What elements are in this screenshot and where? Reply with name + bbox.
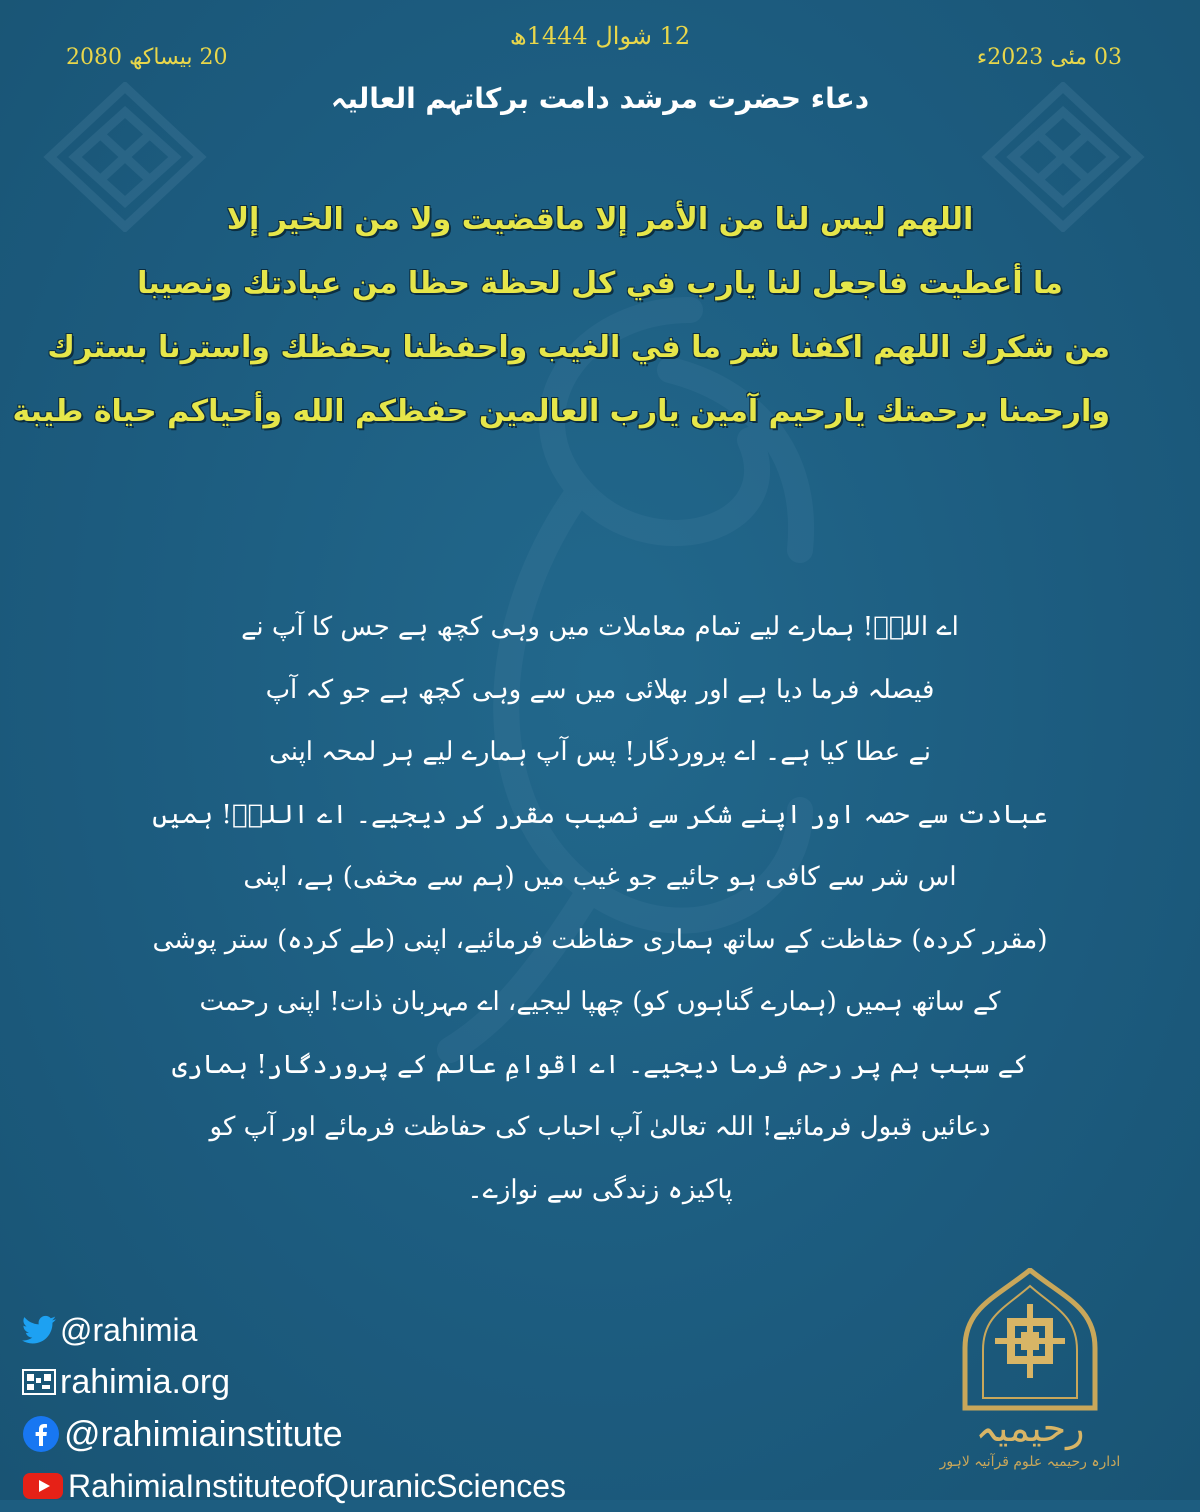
arabic-dua-block	[12, 188, 1110, 444]
website-url: rahimia.org	[60, 1362, 231, 1401]
youtube-link[interactable]	[22, 1460, 722, 1512]
urdu-translation-line: نے عطا کیا ہے۔ اے پروردگار! پس آپ ہمارے لیے ہر لمحہ اپنی	[269, 737, 931, 767]
urdu-translation-line: (مقرر کردہ) حفاظت کے ساتھ ہماری حفاظت فرمائیے، اپنی (طے کردہ) ستر پوشی	[152, 924, 1048, 955]
facebook-handle: @rahimiainstitute	[64, 1413, 343, 1454]
logo-subtitle: ادارہ رحیمیہ علوم قرآنیہ لاہور	[939, 1454, 1121, 1470]
rahimia-logo	[915, 1268, 1145, 1490]
page-title: دعاء حضرت مرشد دامت برکاتہم العالیہ	[330, 82, 870, 115]
youtube-icon	[22, 1471, 64, 1501]
twitter-handle: @rahimia	[60, 1311, 198, 1348]
arabic-dua-line: من شكرك اللهم اكفنا شر ما في الغيب واحفظنا بحفظك واسترنا بسترك	[47, 330, 1110, 365]
arabic-dua-line: ما أعطيت فاجعل لنا يارب في كل لحظة حظا من عبادتك ونصيبا	[137, 266, 1063, 301]
arabic-dua-line: وارحمنا برحمتك يارحيم آمين يارب العالمين حفظكم الله وأحياكم حياة طيبة	[12, 394, 1110, 429]
logo-dome-emblem-icon	[915, 1268, 1145, 1418]
bikrami-date: 20 بیساکھ 2080	[66, 45, 228, 70]
hijri-date: 12 شوال 1444ھ	[509, 22, 691, 50]
urdu-translation-line: اس شر سے کافی ہو جائیے جو غیب میں (ہم سے مخفی) ہے، اپنی	[243, 862, 957, 892]
gregorian-date: 03 مئی 2023ء	[976, 45, 1122, 70]
urdu-translation-line: اے اللہؐ! ہمارے لیے تمام معاملات میں وہی کچھ ہے جس کا آپ نے	[241, 612, 959, 642]
arabic-dua-line: اللهم ليس لنا من الأمر إلا ماقضيت ولا من الخير إلا	[226, 202, 974, 237]
urdu-translation-line: کے ساتھ ہمیں (ہمارے گناہوں کو) چھپا لیجیے، اے مہربان ذات! اپنی رحمت	[199, 987, 1001, 1017]
urdu-translation-line: دعائیں قبول فرمائیے! اللہ تعالیٰ آپ احباب کی حفاظت فرمائے اور آپ کو	[209, 1112, 991, 1142]
urdu-translation-line: عبادت سے حصہ اور اپنے شکر سے نصیب مقرر کر دیجیے۔ اے اللہؐ! ہمیں	[152, 799, 1048, 830]
facebook-icon	[22, 1415, 60, 1453]
urdu-translation-line: پاکیزہ زندگی سے نوازے۔	[467, 1174, 733, 1205]
twitter-link[interactable]	[22, 1304, 722, 1356]
urdu-translation-line: کے سبب ہم پر رحم فرما دیجیے۔ اے اقوامِ عالم کے پروردگار! ہماری	[171, 1049, 1029, 1080]
qr-code-icon	[22, 1367, 56, 1397]
twitter-bird-icon	[22, 1315, 56, 1345]
urdu-translation-block	[150, 596, 1050, 1221]
urdu-translation-line: فیصلہ فرما دیا ہے اور بھلائی میں سے وہی کچھ ہے جو کہ آپ	[265, 674, 935, 705]
logo-wordmark: رحیمیہ	[975, 1406, 1085, 1450]
website-link[interactable]	[22, 1356, 722, 1408]
youtube-channel: RahimiaInstituteofQuranicSciences	[68, 1467, 567, 1504]
facebook-link[interactable]	[22, 1408, 722, 1460]
social-links	[22, 1304, 722, 1512]
